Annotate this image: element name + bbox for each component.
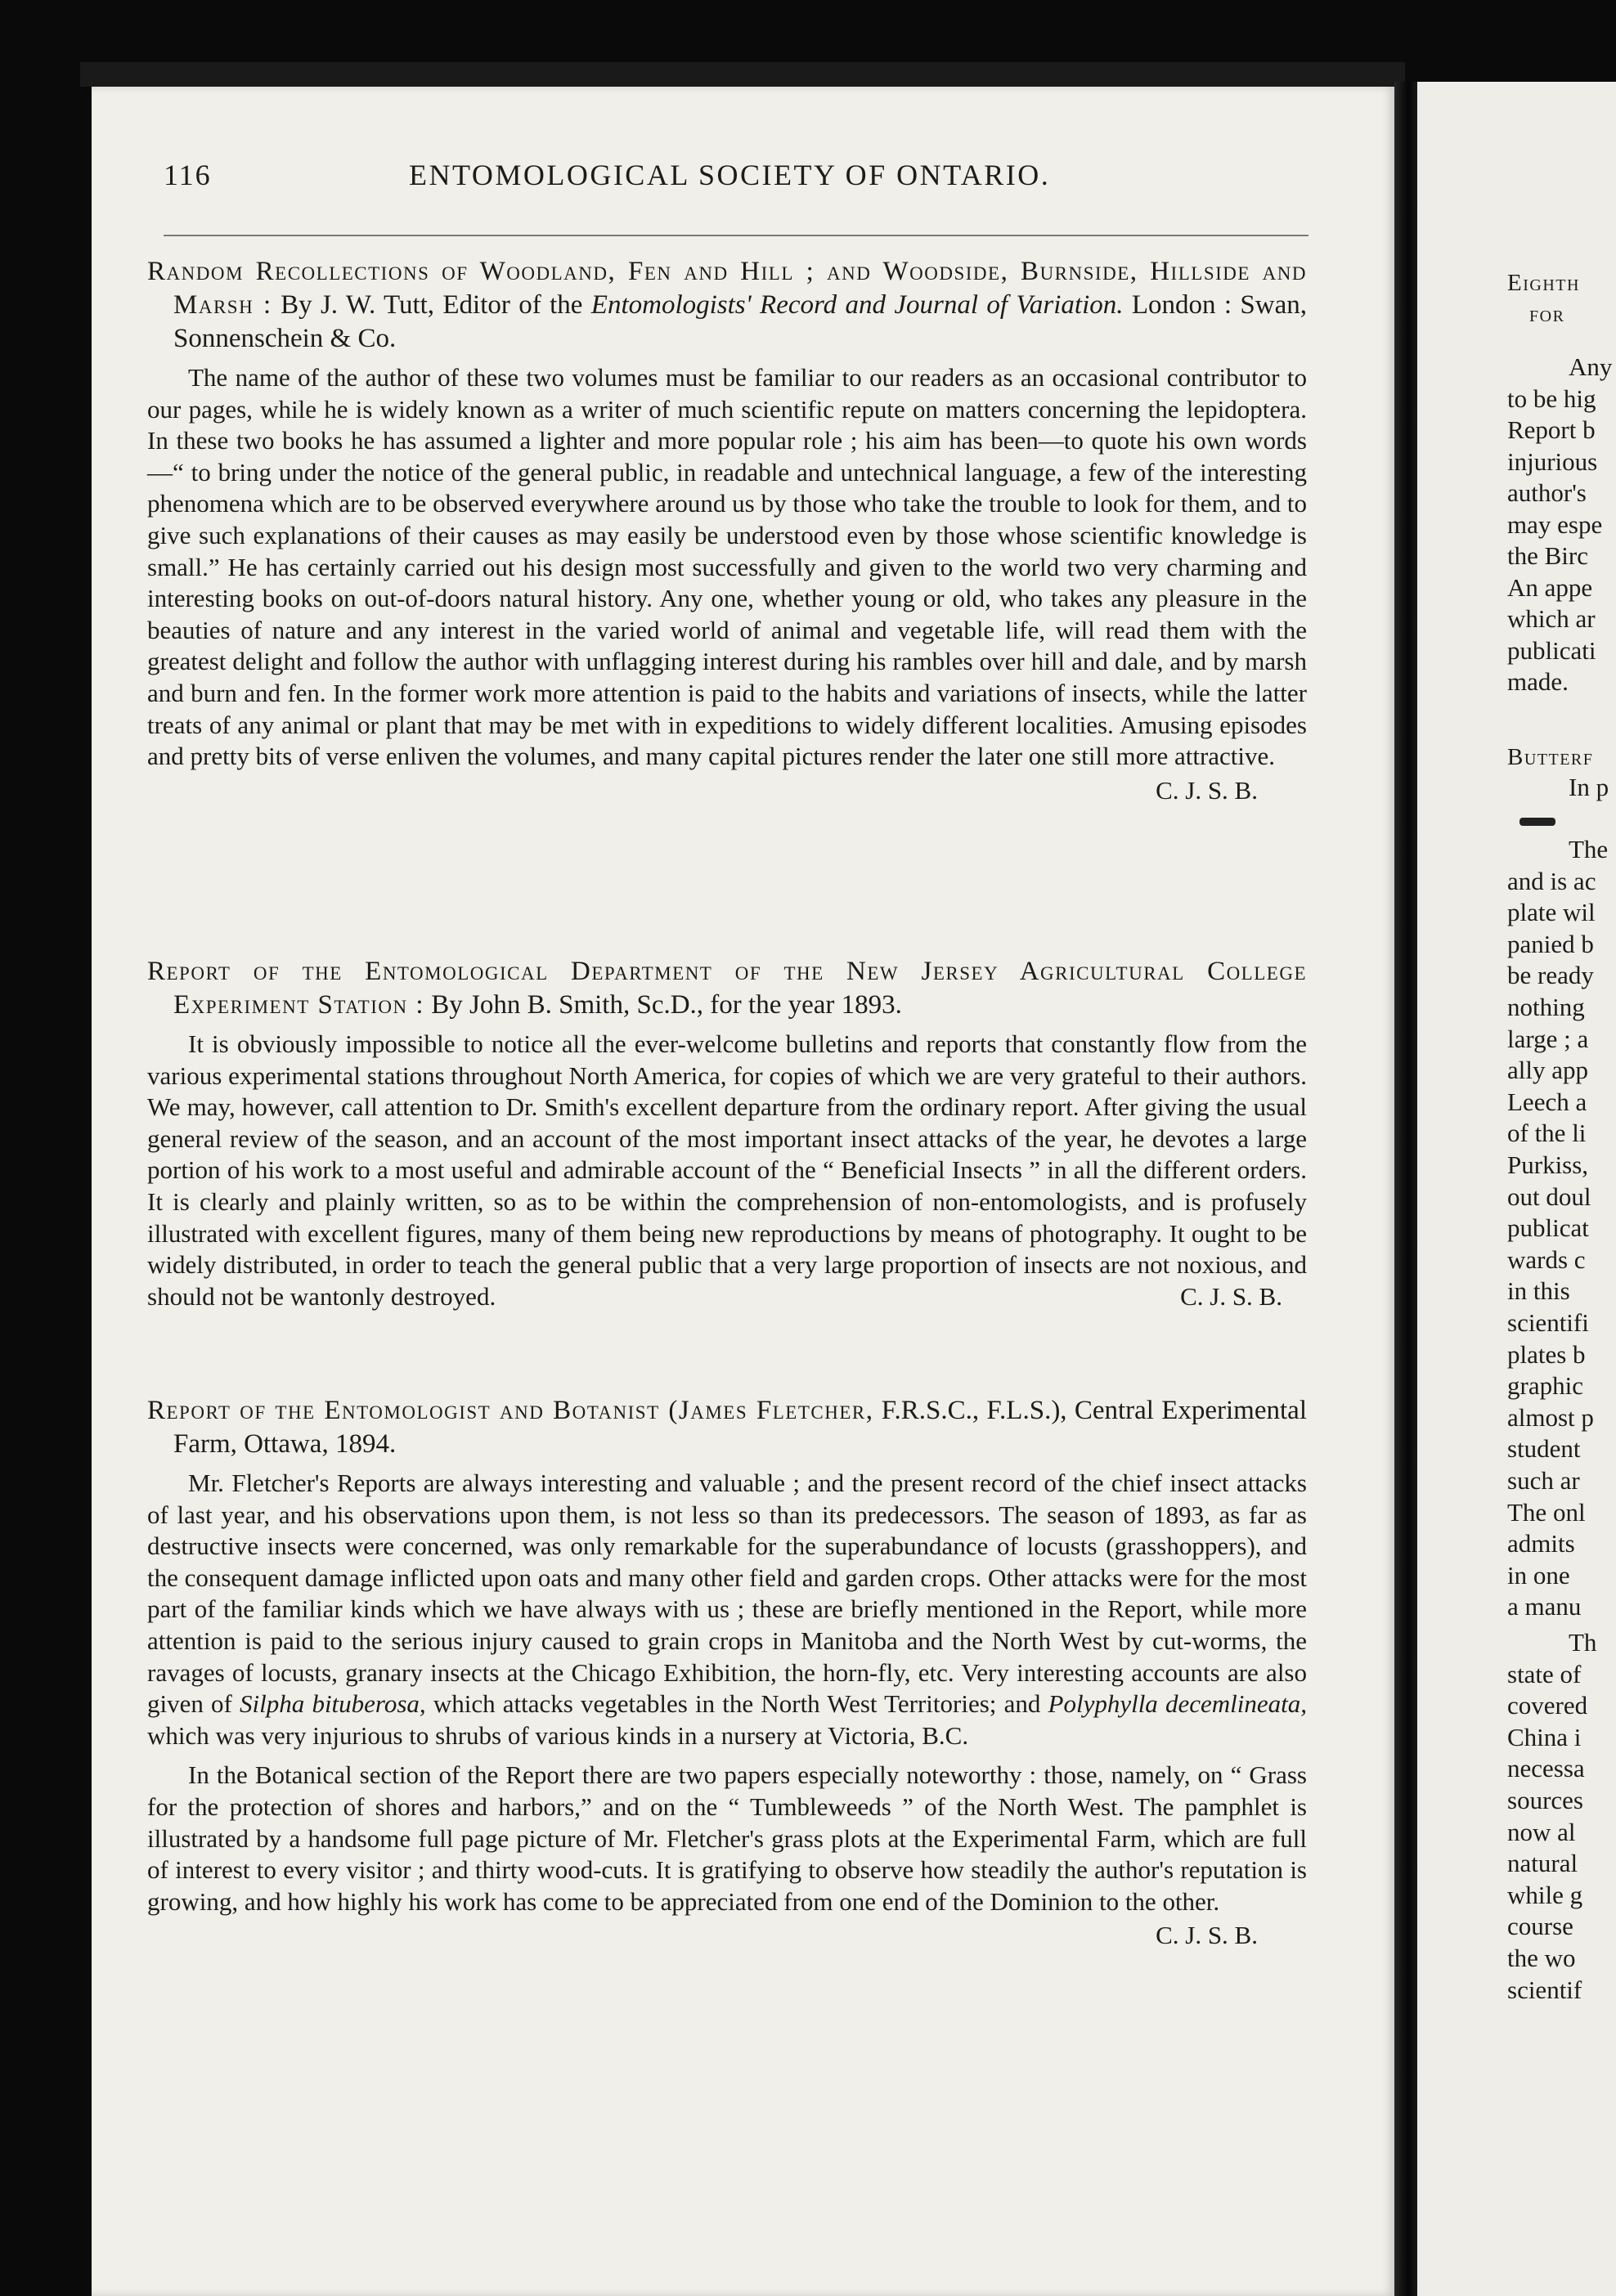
right-page-line: covered	[1507, 1691, 1588, 1720]
right-page-line: in one	[1507, 1560, 1570, 1590]
right-page-line: student	[1507, 1434, 1581, 1464]
right-page-line: Leech a	[1507, 1087, 1587, 1116]
review-signature: C. J. S. B.	[1180, 1281, 1282, 1311]
review-title-smallcaps: Report of the Entomological Department of the New Jersey Agricultural College Experiment Station :	[147, 957, 1307, 1020]
header-rule	[164, 235, 1309, 236]
review-title-text: By John B. Smith, Sc.D., for the year 1893.	[424, 990, 902, 1020]
species-name: Polyphylla decemlineata,	[1048, 1689, 1307, 1719]
right-page-line: nothing	[1507, 993, 1585, 1021]
review-title-text: By J. W. Tutt, Editor of the	[272, 290, 591, 320]
review-title	[147, 955, 1307, 1022]
right-page-line: and is ac	[1507, 866, 1596, 895]
right-page-line: be ready	[1507, 961, 1594, 990]
review-title-italic: Entomologists' Record and Journal of Variation.	[590, 290, 1124, 320]
review-paragraph	[147, 1029, 1307, 1312]
right-page-line: Any	[1569, 352, 1613, 381]
right-page-heading: Butterf	[1507, 744, 1594, 770]
right-page-line: The	[1569, 835, 1609, 863]
right-page-line: while g	[1507, 1880, 1583, 1909]
right-page-line: to be hig	[1507, 383, 1596, 413]
review-paragraph: In the Botanical section of the Report there are two papers especially noteworthy : those, namely, on “ Grass for the protection of shores and harbors,” and on the “ Tumbleweeds ” of the North West. The pamphlet is illustrated by a handsome full page picture of Mr. Fletcher's grass plots at the Experimental Farm, which are full of interest to every visitor ; and thirty wood-cuts. It is gratifying to observe how steadily the author's reputation is growing, and how highly his work has come to be appreciated from one end of the Dominion to the other.	[147, 1760, 1307, 1916]
review-paragraph: The name of the author of these two volumes must be familiar to our readers as an occasional contributor to our pages, while he is widely known as a writer of much scientific repute on matters concerning the lepidoptera. In these two books he has assumed a lighter and more popular role ; his aim has been—to quote his own words—“ to bring under the notice of the general public, in readable and untechnical language, a few of the interesting phenomena which are to be observed everywhere around us by those who take the trouble to look for them, and to give such explanations of their causes as may easily be understood even by those whose scientific knowledge is small.” He has certainly carried out his design most successfully and given to the world two very charming and interesting books on out-of-doors natural history. Any one, whether young or old, who takes any pleasure in the beauties of nature and any interest in the varied world of animal and vegetable life, will read them with the greatest delight and follow the author with unflagging interest during his rambles over hill and dale, and by marsh and burn and fen. In the former work more attention is paid to the habits and variations of insects, while the latter treats of any animal or plant that may be met with in expeditions to widely different localities. Amusing episodes and pretty bits of verse enliven the volumes, and many capital pictures render the later one still more attractive.	[147, 363, 1307, 771]
right-page-line: author's	[1507, 478, 1587, 507]
review-title-text: F.R.S.C., F.L.S.), Central Experimental Farm, Ottawa, 1894.	[173, 1396, 1307, 1459]
right-page-line: Th	[1569, 1628, 1597, 1657]
species-name: Silpha bituberosa,	[240, 1689, 426, 1719]
right-page-line: the Birc	[1507, 541, 1588, 570]
running-title: ENTOMOLOGICAL SOCIETY OF ONTARIO.	[409, 159, 1051, 191]
right-page-line: Purkiss,	[1507, 1150, 1589, 1179]
review-tutt	[147, 255, 1307, 805]
right-page-line: almost p	[1507, 1402, 1594, 1432]
right-page-line: injurious	[1507, 446, 1598, 476]
review-paragraph-text: Mr. Fletcher's Reports are always interesting and valuable ; and the present record of the chief insect attacks of last year, and his observations upon them, is not less so than its predecessors. The season of 1893, as far as destructive insects were concerned, was only remarkable for the superabundance of locusts (grasshoppers), and the consequent damage inflicted upon oats and many other field and garden crops. Other attacks were for the most part of the familiar kinds which we have always with us ; these are briefly mentioned in the Report, while more attention is paid to the serious injury caused to grain crops in Manitoba and the North West by cut-worms, the ravages of locusts, granary insects at the Chicago Exhibition, the horn-fly, etc. Very interesting accounts are also given of	[147, 1469, 1307, 1719]
review-title-smallcaps: Report of the Entomologist and Botanist (James Fletcher,	[147, 1396, 874, 1425]
review-paragraph-text: which was very injurious to shrubs of various kinds in a nursery at Victoria, B.C.	[147, 1720, 969, 1750]
review-title	[147, 255, 1307, 356]
right-page-line: Report b	[1507, 415, 1596, 444]
right-page-line: In p	[1569, 773, 1609, 801]
right-page-line: of the li	[1507, 1119, 1587, 1148]
right-page-line: necessa	[1507, 1754, 1585, 1783]
right-page-line: ally app	[1507, 1056, 1588, 1085]
right-page-line: made.	[1507, 667, 1569, 696]
right-page-line: which ar	[1507, 604, 1596, 633]
right-page-line: China i	[1507, 1722, 1582, 1751]
right-page-line: course	[1507, 1912, 1573, 1941]
book-gutter	[1394, 82, 1417, 2296]
right-page-line: publicat	[1507, 1213, 1589, 1243]
right-page-line: the wo	[1507, 1944, 1576, 1972]
right-page-line: now al	[1507, 1817, 1576, 1846]
right-page-line: a manu	[1507, 1592, 1582, 1621]
review-fletcher	[147, 1394, 1307, 1950]
review-signature: C. J. S. B.	[1156, 1921, 1258, 1950]
right-page-line: large ; a	[1507, 1024, 1589, 1053]
right-page-line: natural	[1507, 1849, 1578, 1878]
right-page-line: panied b	[1507, 929, 1594, 958]
right-page-line: in this	[1507, 1276, 1570, 1306]
review-paragraph	[147, 1468, 1307, 1751]
page-number: 116	[164, 159, 212, 191]
right-page-line: graphic	[1507, 1371, 1583, 1401]
review-title-smallcaps: Random Recollections of Woodland, Fen and Hill ; and Woodside, Burnside, Hillside and Marsh :	[147, 257, 1307, 320]
review-title-end: London : Swan, Sonnenschein & Co.	[173, 290, 1307, 353]
ink-blot	[1519, 818, 1555, 826]
right-page-line: admits	[1507, 1529, 1575, 1558]
review-smith	[147, 955, 1307, 1312]
review-signature: C. J. S. B.	[1156, 775, 1258, 805]
right-page-line: such ar	[1507, 1466, 1580, 1495]
right-page-line: scientif	[1507, 1975, 1582, 2004]
right-page-line: plates b	[1507, 1339, 1586, 1369]
review-paragraph-text: It is obviously impossible to notice all the ever-welcome bulletins and reports that constantly flow from the various experimental stations throughout North America, for copies of which we are very grateful to their authors. We may, however, call attention to Dr. Smith's excellent departure from the ordinary report. After giving the usual general review of the season, and an account of the most important insect attacks of the year, he devotes a large portion of his work to a most useful and admirable account of the “ Beneficial Insects ” in all the different orders. It is clearly and plainly written, so as to be within the comprehension of non-entomologists, and is profusely illustrated with excellent figures, many of them being new reproductions by means of photography. It ought to be widely distributed, in order to teach the general public that a very large proportion of insects are not noxious, and should not be wantonly destroyed.	[147, 1029, 1307, 1311]
right-page-line: sources	[1507, 1786, 1583, 1814]
right-page-line: wards c	[1507, 1244, 1586, 1274]
review-title	[147, 1394, 1307, 1461]
right-page-line: The onl	[1507, 1497, 1586, 1527]
right-page-line: publicati	[1507, 635, 1596, 665]
right-page-line: plate wil	[1507, 898, 1596, 927]
right-page-heading: Eighth	[1507, 270, 1580, 296]
right-page-heading: for	[1529, 301, 1565, 327]
right-page-line: out doul	[1507, 1182, 1591, 1211]
right-page-line: may espe	[1507, 509, 1603, 539]
right-page-line: state of	[1507, 1659, 1582, 1688]
right-page-line: scientifi	[1507, 1308, 1589, 1337]
right-page-line: An appe	[1507, 572, 1593, 602]
review-paragraph-text: which attacks vegetables in the North West Territories; and	[425, 1689, 1048, 1719]
